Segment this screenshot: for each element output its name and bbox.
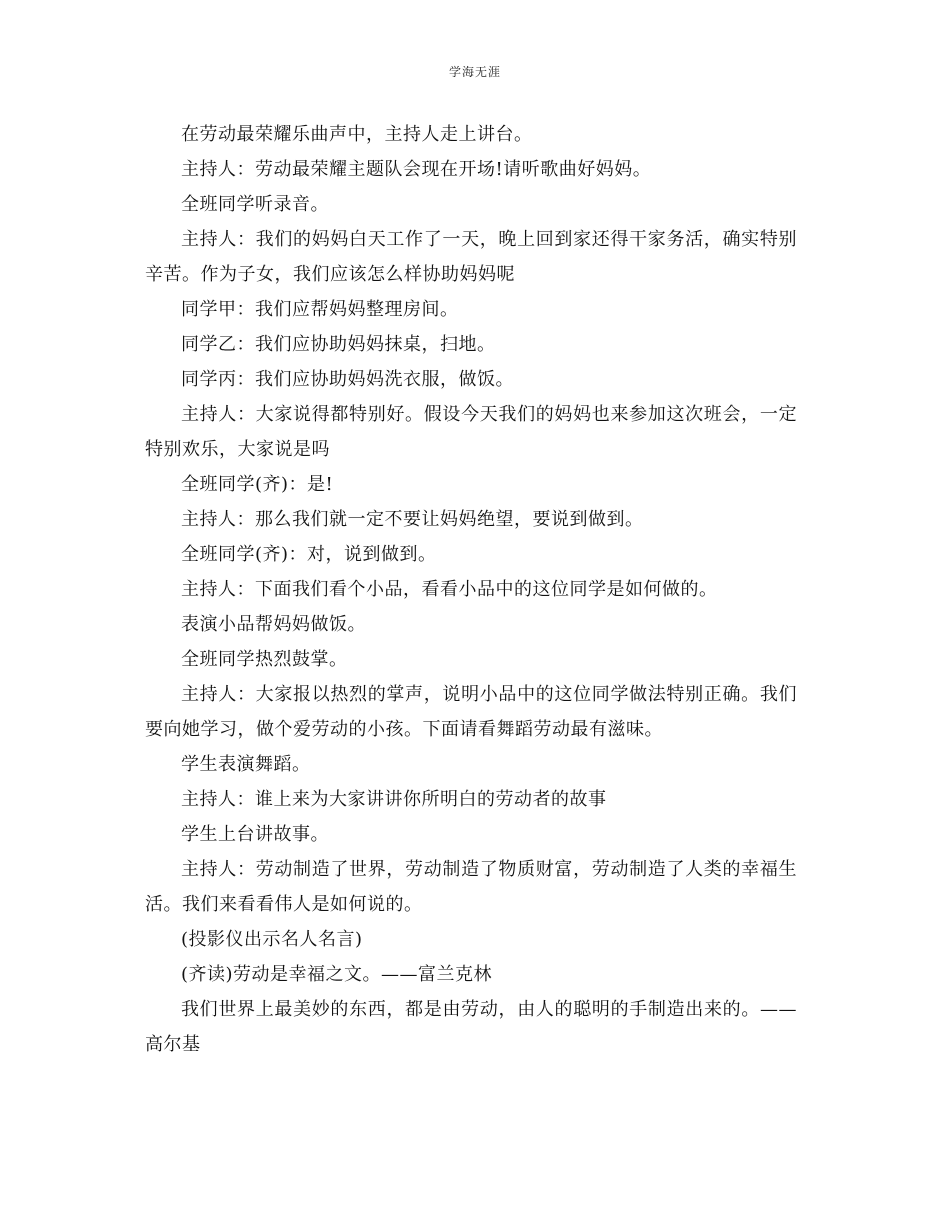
paragraph: (齐读)劳动是幸福之文。——富兰克林 [181,964,493,985]
paragraph: 在劳动最荣耀乐曲声中，主持人走上讲台。 [181,124,533,145]
page-header: 学海无涯 [448,65,501,79]
paragraph: 学生表演舞蹈。 [181,754,311,775]
paragraph: 同学乙：我们应协助妈妈抹桌，扫地。 [181,334,496,355]
paragraph: 主持人：劳动制造了世界，劳动制造了物质财富，劳动制造了人类的幸福生活。我们来看看伟人是如何说的。 [145,859,797,915]
paragraph: 主持人：我们的妈妈白天工作了一天，晚上回到家还得干家务活，确实特别辛苦。作为子女，我们应该怎么样协助妈妈呢 [145,229,797,285]
paragraph: 我们世界上最美妙的东西，都是由劳动，由人的聪明的手制造出来的。——高尔基 [145,999,797,1055]
paragraph: 表演小品帮妈妈做饭。 [181,614,366,635]
paragraph: 主持人：谁上来为大家讲讲你所明白的劳动者的故事 [181,789,607,810]
paragraph: 全班同学(齐)：是! [181,474,334,495]
paragraph: 同学甲：我们应帮妈妈整理房间。 [181,299,459,320]
paragraph: 学生上台讲故事。 [181,824,329,845]
paragraph: 全班同学听录音。 [181,194,329,215]
paragraph: 主持人：大家报以热烈的掌声，说明小品中的这位同学做法特别正确。我们要向她学习，做个爱劳动的小孩。下面请看舞蹈劳动最有滋味。 [145,684,797,740]
paragraph: (投影仪出示名人名言) [181,929,363,950]
paragraph: 主持人：劳动最荣耀主题队会现在开场!请听歌曲好妈妈。 [181,159,652,180]
paragraph: 主持人：大家说得都特别好。假设今天我们的妈妈也来参加这次班会，一定特别欢乐，大家说是吗 [145,404,797,460]
paragraph: 主持人：那么我们就一定不要让妈妈绝望，要说到做到。 [181,509,644,530]
document-body [145,117,797,1062]
paragraph: 同学丙：我们应协助妈妈洗衣服，做饭。 [181,369,514,390]
paragraph: 全班同学热烈鼓掌。 [181,649,348,670]
paragraph: 全班同学(齐)：对，说到做到。 [181,544,437,565]
paragraph: 主持人：下面我们看个小品，看看小品中的这位同学是如何做的。 [181,579,718,600]
